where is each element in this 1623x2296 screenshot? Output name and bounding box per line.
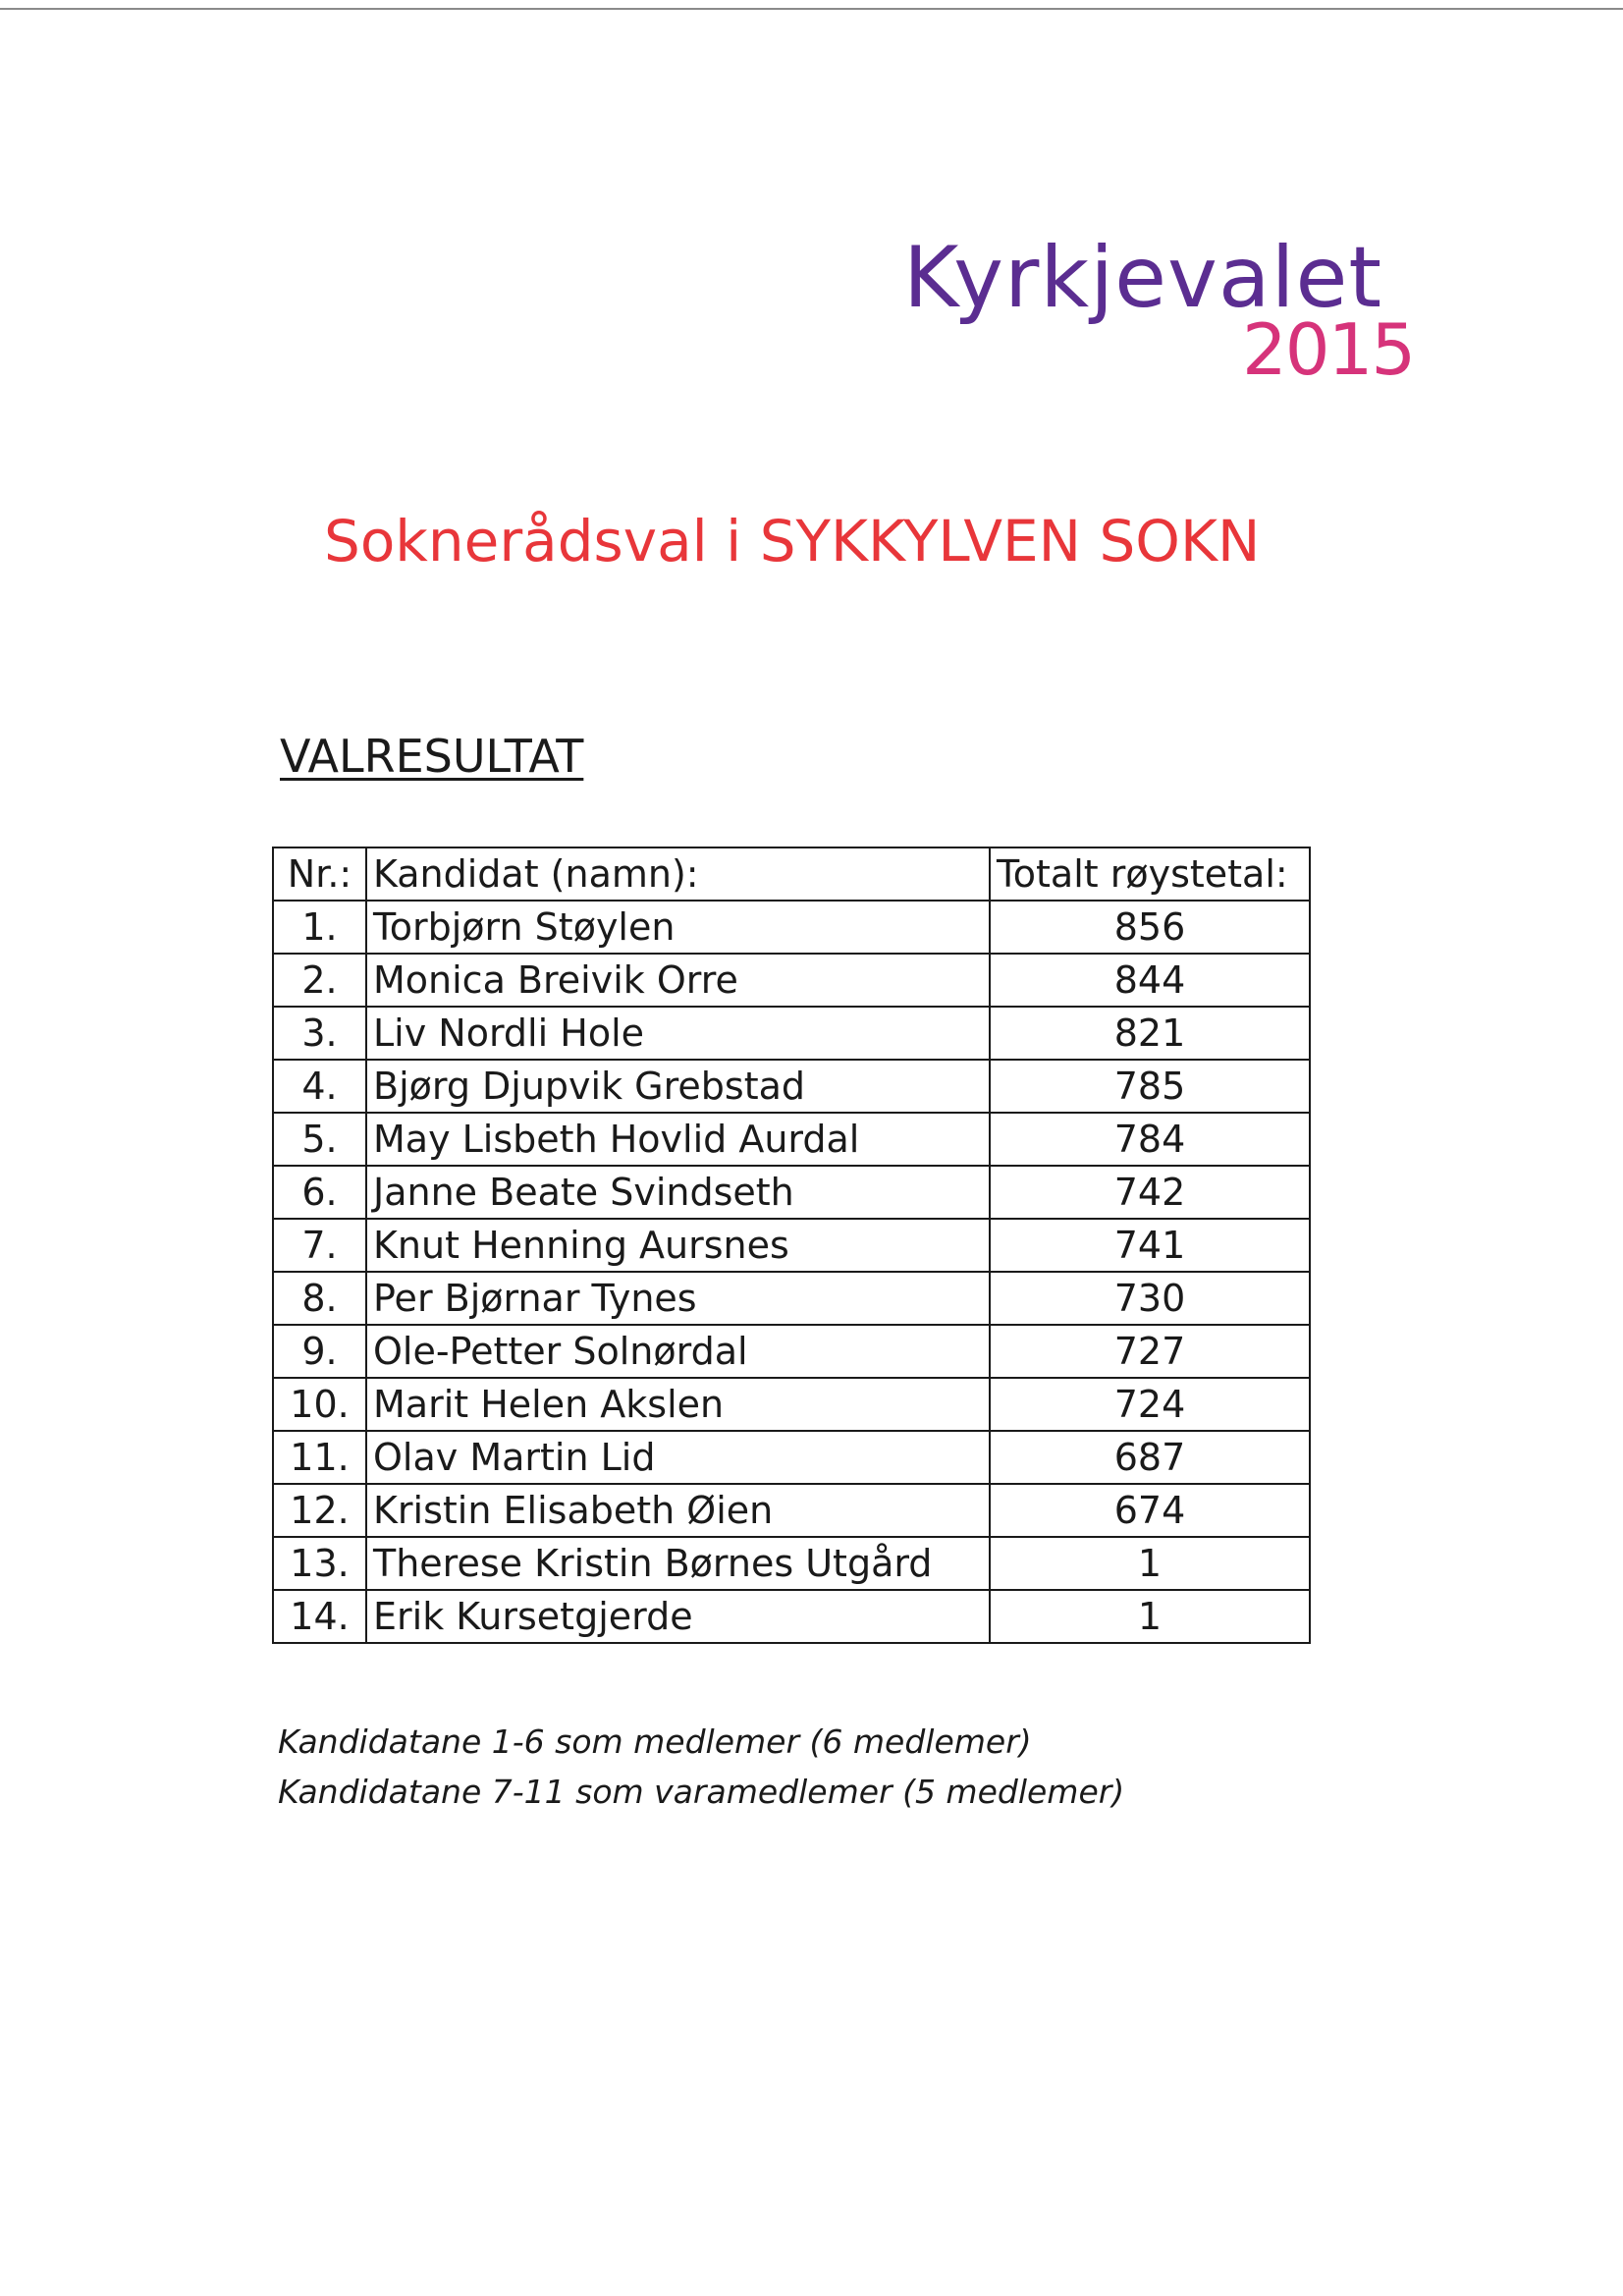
row-nr: 11.: [273, 1431, 366, 1484]
table-row: [273, 1007, 1310, 1060]
top-rule: [0, 8, 1623, 10]
table-row: [273, 1590, 1310, 1643]
table-row: [273, 954, 1310, 1007]
row-votes: 730: [990, 1272, 1310, 1325]
row-nr: 5.: [273, 1113, 366, 1166]
row-nr: 13.: [273, 1537, 366, 1590]
table-row: [273, 1431, 1310, 1484]
row-votes: 724: [990, 1378, 1310, 1431]
footnote-deputies: Kandidatane 7-11 som varamedlemer (5 medlemer): [278, 1773, 1125, 1811]
footnote-members: Kandidatane 1-6 som medlemer (6 medlemer): [278, 1722, 1032, 1761]
footnotes: [278, 1717, 1124, 1817]
table-row: [273, 1537, 1310, 1590]
kyrkjevalet-logo: [903, 229, 1415, 393]
row-candidate: Janne Beate Svindseth: [366, 1166, 990, 1219]
table-row: [273, 1272, 1310, 1325]
row-nr: 10.: [273, 1378, 366, 1431]
table-row: [273, 1166, 1310, 1219]
logo-word: Kyrkjevalet: [903, 229, 1383, 327]
row-votes: 727: [990, 1325, 1310, 1378]
row-votes: 1: [990, 1590, 1310, 1643]
table-row: [273, 1219, 1310, 1272]
row-votes: 687: [990, 1431, 1310, 1484]
row-votes: 741: [990, 1219, 1310, 1272]
row-nr: 12.: [273, 1484, 366, 1537]
row-nr: 7.: [273, 1219, 366, 1272]
row-nr: 2.: [273, 954, 366, 1007]
row-candidate: Therese Kristin Børnes Utgård: [366, 1537, 990, 1590]
header-candidate: Kandidat (namn):: [366, 847, 990, 901]
table-row: [273, 901, 1310, 954]
row-votes: 742: [990, 1166, 1310, 1219]
table-row: [273, 1060, 1310, 1113]
row-nr: 8.: [273, 1272, 366, 1325]
row-votes: 1: [990, 1537, 1310, 1590]
table-header-row: [273, 847, 1310, 901]
table-row: [273, 1378, 1310, 1431]
row-nr: 14.: [273, 1590, 366, 1643]
row-candidate: Per Bjørnar Tynes: [366, 1272, 990, 1325]
row-candidate: Torbjørn Støylen: [366, 901, 990, 954]
row-candidate: Erik Kursetgjerde: [366, 1590, 990, 1643]
row-candidate: Marit Helen Akslen: [366, 1378, 990, 1431]
row-candidate: Monica Breivik Orre: [366, 954, 990, 1007]
row-nr: 6.: [273, 1166, 366, 1219]
header-votes: Totalt røystetal:: [990, 847, 1310, 901]
row-nr: 4.: [273, 1060, 366, 1113]
row-votes: 674: [990, 1484, 1310, 1537]
logo-year: 2015: [1242, 308, 1415, 391]
row-nr: 3.: [273, 1007, 366, 1060]
row-votes: 784: [990, 1113, 1310, 1166]
row-votes: 821: [990, 1007, 1310, 1060]
results-table: [272, 847, 1311, 1644]
section-heading: VALRESULTAT: [280, 730, 584, 783]
row-nr: 1.: [273, 901, 366, 954]
page-title: Soknerådsval i SYKKYLVEN SOKN: [324, 508, 1261, 574]
row-candidate: May Lisbeth Hovlid Aurdal: [366, 1113, 990, 1166]
row-candidate: Ole-Petter Solnørdal: [366, 1325, 990, 1378]
table-row: [273, 1325, 1310, 1378]
header-nr: Nr.:: [273, 847, 366, 901]
row-candidate: Kristin Elisabeth Øien: [366, 1484, 990, 1537]
row-candidate: Olav Martin Lid: [366, 1431, 990, 1484]
table-row: [273, 1113, 1310, 1166]
row-candidate: Bjørg Djupvik Grebstad: [366, 1060, 990, 1113]
row-nr: 9.: [273, 1325, 366, 1378]
row-votes: 856: [990, 901, 1310, 954]
table-row: [273, 1484, 1310, 1537]
row-votes: 844: [990, 954, 1310, 1007]
row-votes: 785: [990, 1060, 1310, 1113]
row-candidate: Liv Nordli Hole: [366, 1007, 990, 1060]
row-candidate: Knut Henning Aursnes: [366, 1219, 990, 1272]
